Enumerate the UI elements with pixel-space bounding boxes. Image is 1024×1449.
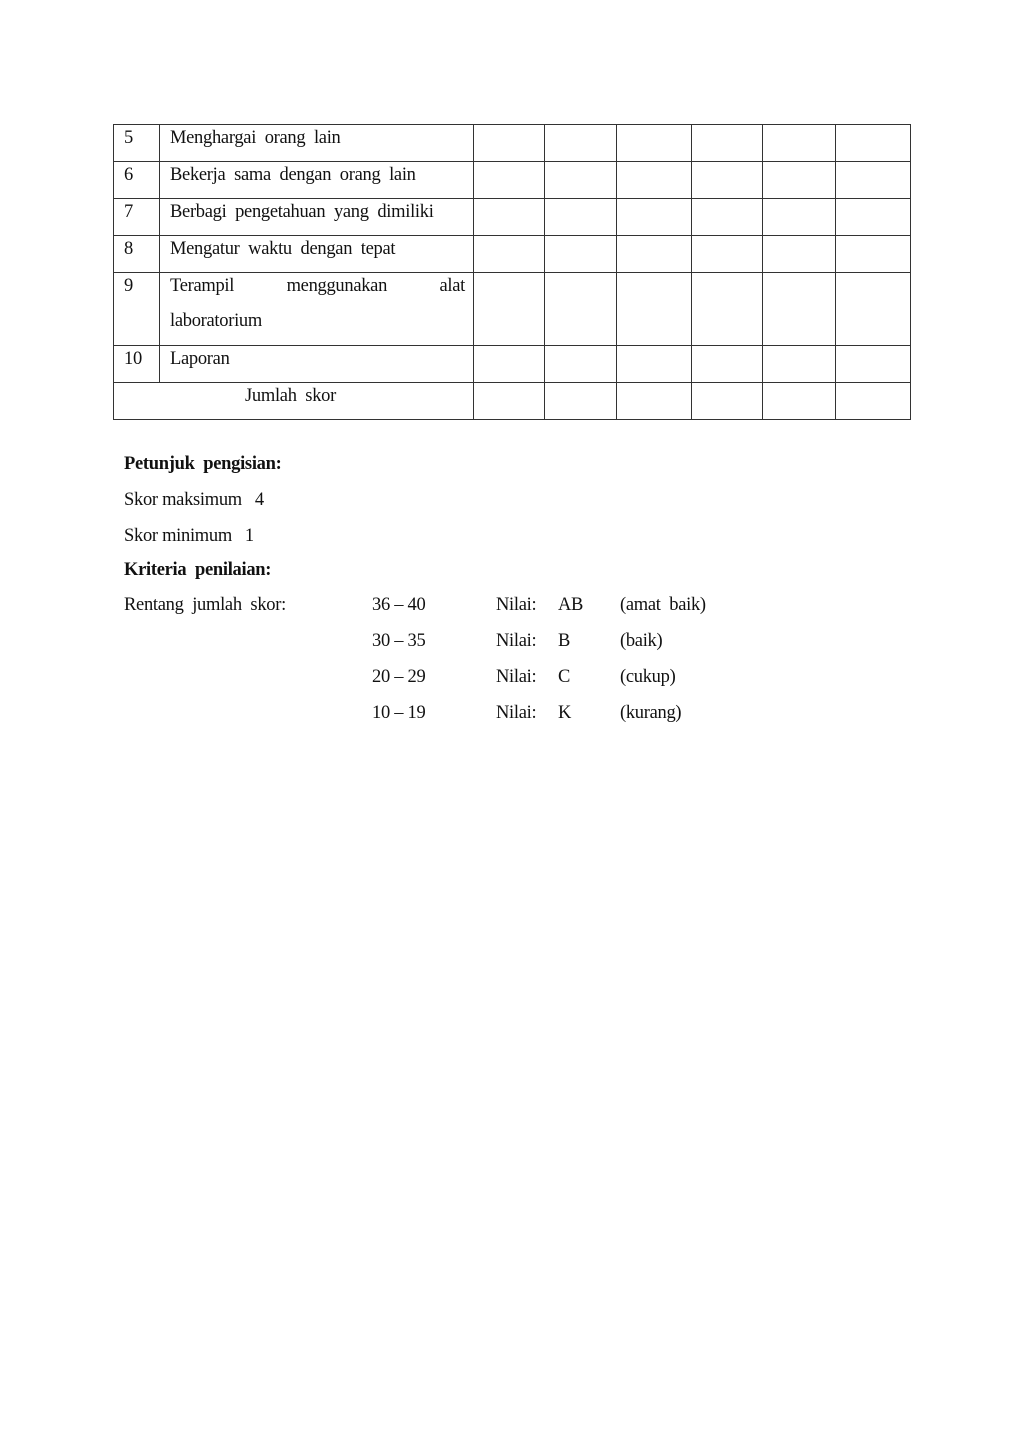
criteria-grade: C <box>558 667 571 687</box>
row-item-line2: laboratorium <box>170 311 262 331</box>
score-cell <box>545 125 617 162</box>
criteria-row <box>124 590 824 626</box>
score-cell <box>763 273 836 346</box>
table-row <box>114 199 911 236</box>
score-cell <box>836 273 911 346</box>
score-cell <box>617 125 692 162</box>
score-cell <box>763 199 836 236</box>
score-cell <box>692 125 763 162</box>
row-number: 7 <box>114 199 160 236</box>
table-row <box>114 346 911 383</box>
score-cell <box>836 383 911 420</box>
score-cell <box>545 199 617 236</box>
range-label: Rentang jumlah skor: <box>124 595 286 615</box>
score-cell <box>545 346 617 383</box>
score-cell <box>836 125 911 162</box>
criteria-grade: K <box>558 703 572 723</box>
row-item-word: Terampil <box>170 276 235 296</box>
criteria-grade: AB <box>558 595 584 615</box>
score-cell <box>692 346 763 383</box>
total-row <box>114 383 911 420</box>
row-item-word: menggunakan <box>286 276 388 296</box>
row-item: Mengatur waktu dengan tepat <box>160 236 474 273</box>
min-score-text: Skor minimum 1 <box>124 526 254 546</box>
score-cell <box>617 236 692 273</box>
criteria-nilai-label: Nilai: <box>496 703 537 723</box>
score-cell <box>474 125 545 162</box>
score-cell <box>545 273 617 346</box>
score-cell <box>692 383 763 420</box>
score-cell <box>692 199 763 236</box>
score-cell <box>692 162 763 199</box>
row-number: 8 <box>114 236 160 273</box>
score-cell <box>617 162 692 199</box>
score-cell <box>545 236 617 273</box>
criteria-heading: Kriteria penilaian: <box>124 560 272 580</box>
row-item: Laporan <box>160 346 474 383</box>
score-cell <box>763 346 836 383</box>
assessment-table <box>113 124 911 420</box>
total-score-label: Jumlah skor <box>114 383 474 420</box>
score-cell <box>836 346 911 383</box>
criteria-range: 36 – 40 <box>372 595 426 615</box>
criteria-range: 20 – 29 <box>372 667 426 687</box>
row-number: 6 <box>114 162 160 199</box>
criteria-description: (cukup) <box>620 667 676 687</box>
score-cell <box>474 236 545 273</box>
instructions-section <box>124 450 281 558</box>
row-item <box>160 273 474 346</box>
instructions-heading: Petunjuk pengisian: <box>124 454 282 474</box>
score-cell <box>617 199 692 236</box>
table-row <box>114 236 911 273</box>
score-cell <box>474 346 545 383</box>
score-cell <box>474 162 545 199</box>
score-cell <box>763 125 836 162</box>
score-cell <box>617 383 692 420</box>
score-cell <box>545 383 617 420</box>
table-row <box>114 125 911 162</box>
criteria-section <box>124 560 824 734</box>
score-cell <box>763 162 836 199</box>
row-item-word: alat <box>439 276 465 296</box>
score-cell <box>836 199 911 236</box>
criteria-nilai-label: Nilai: <box>496 595 537 615</box>
row-number: 9 <box>114 273 160 346</box>
score-cell <box>763 383 836 420</box>
criteria-row <box>124 626 824 662</box>
criteria-nilai-label: Nilai: <box>496 667 537 687</box>
score-cell <box>545 162 617 199</box>
criteria-heading-row <box>124 555 824 591</box>
criteria-description: (kurang) <box>620 703 682 723</box>
criteria-description: (amat baik) <box>620 595 706 615</box>
row-item: Menghargai orang lain <box>160 125 474 162</box>
score-cell <box>474 273 545 346</box>
row-item: Berbagi pengetahuan yang dimiliki <box>160 199 474 236</box>
criteria-nilai-label: Nilai: <box>496 631 537 651</box>
table-row <box>114 273 911 346</box>
table-row <box>114 162 911 199</box>
score-cell <box>474 383 545 420</box>
criteria-range: 10 – 19 <box>372 703 426 723</box>
score-cell <box>692 236 763 273</box>
score-cell <box>836 236 911 273</box>
criteria-description: (baik) <box>620 631 663 651</box>
row-item: Bekerja sama dengan orang lain <box>160 162 474 199</box>
score-cell <box>836 162 911 199</box>
score-cell <box>763 236 836 273</box>
score-cell <box>617 346 692 383</box>
criteria-row <box>124 698 824 734</box>
row-number: 10 <box>114 346 160 383</box>
criteria-row <box>124 662 824 698</box>
criteria-range: 30 – 35 <box>372 631 426 651</box>
max-score-text: Skor maksimum 4 <box>124 490 264 510</box>
score-cell <box>617 273 692 346</box>
row-number: 5 <box>114 125 160 162</box>
criteria-grade: B <box>558 631 571 651</box>
score-cell <box>474 199 545 236</box>
score-cell <box>692 273 763 346</box>
